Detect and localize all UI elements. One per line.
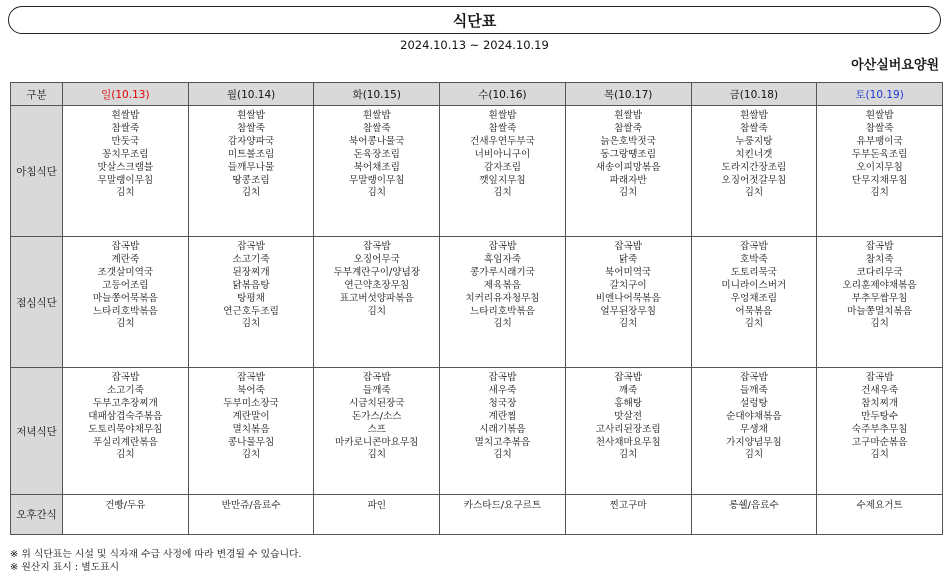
menu-item: 너비아니구이 (474, 148, 531, 160)
menu-item: 김치 (618, 318, 638, 330)
menu-item: 김치 (493, 187, 512, 199)
menu-item: 얼무된장무침 (600, 305, 656, 317)
menu-item: 반만쥬/음료수 (221, 500, 281, 511)
menu-item: 늙은호박젓국 (600, 135, 656, 147)
meal-label: 점심식단 (11, 237, 63, 368)
menu-item: 흰쌀밥 (362, 110, 391, 121)
menu-item: 파인 (367, 500, 387, 511)
header-label: 구분 (11, 83, 63, 106)
menu-item: 제육볶음 (483, 279, 521, 291)
note-line: ※ 위 식단표는 시설 및 식자재 수급 사정에 따라 변경될 수 있습니다. (10, 549, 302, 560)
menu-item: 고사리된장조림 (595, 423, 661, 435)
note-line: ※ 원산지 표시 : 별도표시 (10, 562, 120, 573)
menu-item: 비엔나어묵볶음 (595, 292, 661, 304)
menu-item: 무말랭이무침 (97, 174, 154, 186)
menu-item: 멸치볶음 (232, 423, 270, 435)
menu-item: 가지양념무침 (726, 436, 782, 448)
menu-item: 김치 (367, 305, 387, 317)
menu-item: 김치 (870, 187, 889, 199)
menu-item: 참쌀죽 (237, 122, 265, 134)
menu-item: 계란죽 (111, 253, 140, 265)
meal-row-lunch (11, 237, 943, 368)
menu-item: 잡곡밥 (111, 372, 140, 383)
menu-item: 두부고추장찌개 (92, 397, 158, 409)
menu-cell (63, 495, 189, 535)
menu-item: 잡곡밥 (865, 372, 894, 383)
menu-item: 단무지채무침 (851, 174, 908, 186)
menu-item: 새송이피망볶음 (595, 161, 661, 173)
menu-item: 잡곡밥 (488, 372, 517, 383)
menu-item: 잡곡밥 (362, 372, 391, 383)
menu-item: 두부돈육조림 (851, 148, 908, 160)
menu-item: 누룽지탕 (735, 135, 773, 147)
menu-item: 김치 (367, 187, 387, 199)
menu-item: 부추무쌈무침 (851, 292, 908, 304)
menu-item: 오리훈제야채볶음 (842, 279, 917, 291)
menu-cell (565, 495, 691, 535)
menu-item: 갈치구이 (609, 279, 647, 291)
menu-item: 건새우죽 (861, 384, 899, 396)
menu-item: 건새우연두부국 (470, 135, 535, 147)
menu-item: 탕평채 (237, 292, 265, 304)
menu-cell (691, 237, 817, 368)
notes (10, 548, 302, 574)
menu-item: 롱쉘/음료수 (729, 500, 779, 511)
menu-item: 김치 (241, 187, 261, 199)
day-header: 목(10.17) (565, 83, 691, 106)
menu-item: 무말랭이무침 (348, 174, 405, 186)
menu-item: 파래자반 (609, 174, 647, 186)
menu-cell (565, 237, 691, 368)
menu-item: 미니라이스버거 (721, 279, 787, 291)
menu-cell (440, 237, 566, 368)
menu-item: 만둣국 (111, 135, 140, 147)
menu-item: 찐고구마 (609, 500, 647, 511)
day-header: 월(10.14) (188, 83, 314, 106)
menu-item: 우엉채조림 (730, 292, 778, 304)
meal-label: 저녁식단 (11, 368, 63, 495)
menu-item: 김치 (493, 318, 512, 330)
menu-item: 잡곡밥 (237, 372, 265, 383)
menu-item: 참치죽 (865, 253, 894, 265)
menu-item: 조갯살미역국 (97, 266, 154, 278)
menu-cell (565, 106, 691, 237)
menu-item: 소고기죽 (232, 253, 270, 265)
day-header: 토(10.19) (817, 83, 943, 106)
menu-item: 흰쌀밥 (237, 110, 265, 121)
menu-item: 참쌀죽 (739, 122, 768, 134)
menu-item: 김치 (870, 318, 889, 330)
header-row (11, 83, 943, 106)
menu-item: 숙주부추무침 (851, 423, 908, 435)
menu-item: 김치 (241, 449, 261, 461)
menu-cell (817, 237, 943, 368)
menu-item: 느타리호박볶음 (92, 305, 158, 317)
menu-cell (188, 106, 314, 237)
menu-item: 치킨너겟 (735, 148, 773, 160)
menu-item: 마카로니콘마요무침 (335, 436, 419, 448)
menu-item: 김치 (116, 187, 135, 199)
menu-item: 김치 (241, 318, 261, 330)
menu-item: 순대야채볶음 (726, 410, 782, 422)
menu-item: 김치 (744, 187, 764, 199)
menu-item: 연근약초장무침 (344, 279, 410, 291)
menu-item: 감자양파국 (227, 135, 275, 147)
menu-item: 미트볼조림 (227, 148, 275, 160)
menu-cell (314, 368, 440, 495)
menu-item: 참치찌개 (861, 397, 899, 409)
menu-item: 수제요거트 (856, 500, 903, 511)
menu-item: 잡곡밥 (111, 241, 140, 252)
menu-item: 만두탕수 (861, 410, 899, 422)
menu-item: 오이지무침 (856, 161, 903, 173)
menu-item: 표고버섯양파볶음 (339, 292, 414, 304)
menu-item: 들깨죽 (362, 384, 391, 396)
menu-item: 청국장 (488, 397, 517, 409)
menu-item: 느타리호박볶음 (470, 305, 535, 317)
menu-item: 스프 (367, 423, 387, 435)
menu-cell (63, 237, 189, 368)
menu-item: 닭죽 (618, 253, 638, 265)
menu-item: 도라지간장조림 (721, 161, 787, 173)
menu-item: 돈가스/소스 (351, 410, 402, 422)
menu-cell (314, 495, 440, 535)
menu-item: 잡곡밥 (362, 241, 391, 252)
menu-cell (63, 368, 189, 495)
menu-title-box (8, 6, 941, 34)
menu-item: 동그랑땡조림 (600, 148, 656, 160)
menu-cell (817, 368, 943, 495)
menu-item: 마늘쫑어묵볶음 (92, 292, 158, 304)
menu-cell (63, 106, 189, 237)
menu-item: 흰쌀밥 (614, 110, 643, 121)
menu-cell (691, 495, 817, 535)
menu-cell (817, 495, 943, 535)
menu-item: 맛살전 (614, 410, 643, 422)
menu-cell (691, 368, 817, 495)
menu-cell (188, 237, 314, 368)
menu-item: 대패삼겹숙주볶음 (88, 410, 163, 422)
menu-item: 김치 (618, 187, 638, 199)
menu-item: 김치 (744, 449, 764, 461)
meal-row-breakfast (11, 106, 943, 237)
menu-item: 도토리묵국 (730, 266, 778, 278)
menu-item: 북어죽 (237, 384, 265, 396)
menu-item: 김치 (367, 449, 387, 461)
menu-item: 깨죽 (618, 384, 638, 396)
menu-cell (314, 106, 440, 237)
menu-item: 두부미소장국 (223, 397, 279, 409)
menu-item: 푸실리계란볶음 (92, 436, 158, 448)
meal-label: 오후간식 (11, 495, 63, 535)
meal-row-snack (11, 495, 943, 535)
menu-item: 계란찜 (488, 410, 517, 422)
menu-cell (440, 368, 566, 495)
menu-item: 돈육장조림 (353, 148, 400, 160)
menu-item: 참쌀죽 (111, 122, 140, 134)
menu-item: 잡곡밥 (488, 241, 517, 252)
menu-item: 꽁치무조림 (102, 148, 149, 160)
menu-item: 콩가루시래기국 (470, 266, 535, 278)
menu-cell (440, 106, 566, 237)
menu-item: 김치 (744, 318, 764, 330)
menu-item: 치커리유자청무침 (465, 292, 540, 304)
menu-item: 북어미역국 (604, 266, 652, 278)
menu-item: 북어채조림 (353, 161, 400, 173)
menu-item: 잡곡밥 (237, 241, 265, 252)
menu-item: 김치 (493, 449, 512, 461)
menu-item: 흰쌀밥 (488, 110, 517, 121)
menu-item: 두부계란구이/양념장 (333, 266, 421, 278)
menu-item: 잡곡밥 (614, 241, 643, 252)
menu-cell (817, 106, 943, 237)
menu-item: 콩나물무침 (227, 436, 275, 448)
menu-item: 참쌀죽 (865, 122, 894, 134)
menu-item: 흑임자죽 (483, 253, 521, 265)
menu-item: 된장찌개 (232, 266, 270, 278)
meal-label: 아침식단 (11, 106, 63, 237)
menu-item: 닭볶음탕 (232, 279, 270, 291)
meal-table (10, 82, 943, 535)
menu-item: 계란말이 (232, 410, 270, 422)
menu-item: 카스타드/요구르트 (463, 500, 542, 511)
menu-item: 유부팽이국 (856, 135, 903, 147)
menu-item: 김치 (618, 449, 638, 461)
menu-item: 연근호두조림 (223, 305, 279, 317)
menu-item: 고등어조림 (102, 279, 149, 291)
menu-cell (188, 368, 314, 495)
menu-item: 코다리무국 (856, 266, 903, 278)
menu-cell (691, 106, 817, 237)
meal-row-dinner (11, 368, 943, 495)
menu-item: 참쌀죽 (362, 122, 391, 134)
menu-item: 땅콩조림 (232, 174, 270, 186)
menu-item: 잡곡밥 (739, 241, 768, 252)
menu-item: 잡곡밥 (865, 241, 894, 252)
menu-cell (314, 237, 440, 368)
menu-item: 홍해탕 (614, 397, 643, 409)
menu-item: 김치 (116, 449, 135, 461)
menu-item: 흰쌀밥 (865, 110, 894, 121)
page-title: 식단표 (452, 11, 497, 30)
menu-cell (565, 368, 691, 495)
menu-cell (188, 495, 314, 535)
menu-item: 북어콩나물국 (348, 135, 405, 147)
menu-item: 들깨죽 (739, 384, 768, 396)
day-header: 금(10.18) (691, 83, 817, 106)
menu-item: 시금치된장국 (348, 397, 405, 409)
menu-item: 도토리묵야채무침 (88, 423, 163, 435)
menu-item: 오징어무국 (353, 253, 400, 265)
menu-item: 들깨무나물 (227, 161, 275, 173)
menu-item: 흰쌀밥 (739, 110, 768, 121)
menu-item: 잡곡밥 (739, 372, 768, 383)
menu-item: 김치 (870, 449, 889, 461)
menu-item: 잡곡밥 (614, 372, 643, 383)
menu-item: 어묵볶음 (735, 305, 773, 317)
menu-item: 건빵/두유 (105, 500, 146, 511)
facility-name: 아산실버요양원 (851, 58, 939, 73)
menu-item: 참쌀죽 (488, 122, 517, 134)
date-range: 2024.10.13 ~ 2024.10.19 (400, 38, 549, 52)
menu-item: 소고기죽 (106, 384, 144, 396)
menu-item: 마늘쫑멸치볶음 (847, 305, 913, 317)
day-header: 일(10.13) (63, 83, 189, 106)
menu-item: 흰쌀밥 (111, 110, 140, 121)
menu-item: 무생채 (739, 423, 768, 435)
menu-item: 멸치고추볶음 (474, 436, 531, 448)
day-header: 수(10.16) (440, 83, 566, 106)
menu-item: 호박죽 (739, 253, 768, 265)
menu-item: 시래기볶음 (479, 423, 526, 435)
day-header: 화(10.15) (314, 83, 440, 106)
menu-item: 새우죽 (488, 384, 517, 396)
menu-item: 고구마순볶음 (851, 436, 908, 448)
menu-cell (440, 495, 566, 535)
menu-item: 깻잎지무침 (479, 174, 526, 186)
menu-item: 감자조림 (483, 161, 521, 173)
menu-item: 맛살스크램블 (97, 161, 154, 173)
menu-item: 참쌀죽 (614, 122, 643, 134)
menu-item: 김치 (116, 318, 135, 330)
menu-item: 천사채마요무침 (595, 436, 661, 448)
menu-item: 오징어젓갈무침 (721, 174, 787, 186)
menu-item: 설렁탕 (739, 397, 768, 409)
